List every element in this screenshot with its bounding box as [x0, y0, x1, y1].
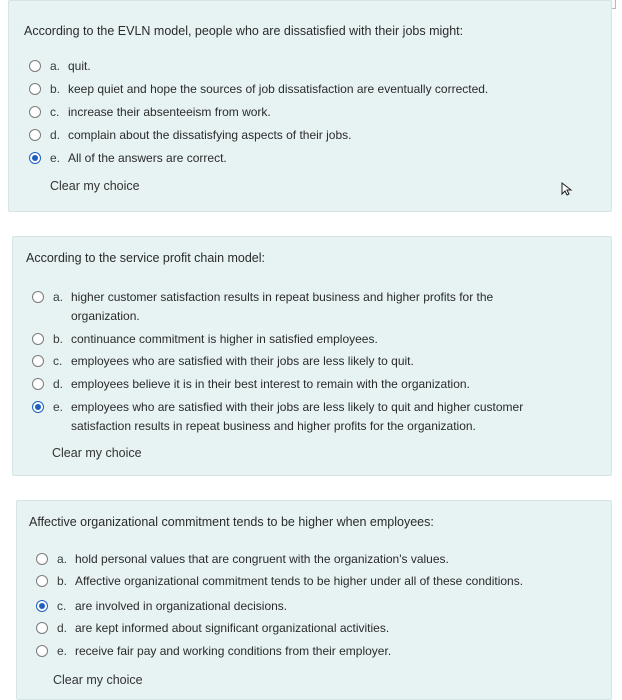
option-text: employees believe it is in their best interest to remain with the organization.: [71, 377, 470, 391]
option-text: are kept informed about significant organizational activities.: [75, 621, 390, 635]
option-text: higher customer satisfaction results in repeat business and higher profits for the organization.: [71, 290, 494, 323]
option-text: complain about the dissatisfying aspects of their jobs.: [68, 128, 352, 142]
option-text: Affective organizational commitment tends to be higher under all of these conditions.: [75, 574, 524, 588]
option-letter: d.: [57, 621, 68, 635]
radio-button[interactable]: [29, 129, 41, 141]
option-letter: b.: [57, 574, 68, 588]
option-letter: e.: [53, 400, 64, 414]
option-letter: c.: [50, 105, 60, 119]
q1-option-c[interactable]: [29, 103, 271, 122]
clear-my-choice-link[interactable]: Clear my choice: [53, 673, 143, 687]
q3-option-a[interactable]: [36, 550, 449, 569]
option-letter: d.: [53, 377, 64, 391]
q2-option-e[interactable]: [32, 398, 572, 436]
q1-option-d[interactable]: [29, 126, 352, 145]
option-letter: c.: [53, 354, 63, 368]
option-text: increase their absenteeism from work.: [68, 105, 271, 119]
option-text: quit.: [68, 59, 91, 73]
option-text: hold personal values that are congruent with the organization's values.: [75, 552, 449, 566]
option-letter: a.: [50, 59, 61, 73]
q1-option-e[interactable]: [29, 149, 227, 168]
option-letter: b.: [53, 332, 64, 346]
clear-my-choice-link[interactable]: Clear my choice: [50, 179, 140, 193]
option-text: All of the answers are correct.: [68, 151, 227, 165]
q3-option-e[interactable]: [36, 642, 391, 661]
question-2-panel: [12, 236, 612, 476]
option-text: are involved in organizational decisions.: [75, 599, 288, 613]
question-2-prompt: According to the service profit chain model:: [26, 251, 266, 265]
option-text: employees who are satisfied with their jobs are less likely to quit.: [71, 354, 414, 368]
radio-button[interactable]: [32, 378, 44, 390]
radio-button-selected[interactable]: [36, 600, 48, 612]
radio-button[interactable]: [32, 333, 44, 345]
q2-option-c[interactable]: [32, 352, 414, 371]
question-1-prompt: According to the EVLN model, people who are dissatisfied with their jobs might:: [24, 24, 464, 38]
option-letter: c.: [57, 599, 67, 613]
question-3-panel: [16, 500, 612, 700]
option-text: employees who are satisfied with their jobs are less likely to quit and higher customer satisfaction results in repeat business and higher profits for the organization.: [71, 400, 524, 433]
option-letter: e.: [57, 644, 68, 658]
option-text: keep quiet and hope the sources of job dissatisfaction are eventually corrected.: [68, 82, 489, 96]
radio-button[interactable]: [36, 553, 48, 565]
radio-button[interactable]: [29, 83, 41, 95]
option-letter: d.: [50, 128, 61, 142]
radio-button[interactable]: [29, 60, 41, 72]
q3-option-b[interactable]: [36, 572, 523, 591]
radio-button[interactable]: [32, 355, 44, 367]
q2-option-d[interactable]: [32, 375, 470, 394]
option-letter: a.: [57, 552, 68, 566]
option-letter: b.: [50, 82, 61, 96]
option-text: continuance commitment is higher in satisfied employees.: [71, 332, 378, 346]
radio-button[interactable]: [36, 645, 48, 657]
question-3-prompt: Affective organizational commitment tends to be higher when employees:: [29, 515, 434, 529]
radio-button[interactable]: [29, 106, 41, 118]
radio-button[interactable]: [36, 622, 48, 634]
option-letter: a.: [53, 290, 64, 304]
q1-option-b[interactable]: [29, 80, 488, 99]
q1-option-a[interactable]: [29, 57, 91, 76]
q2-option-b[interactable]: [32, 330, 378, 349]
radio-button-selected[interactable]: [29, 152, 41, 164]
q3-option-c[interactable]: [36, 597, 287, 616]
q3-option-d[interactable]: [36, 619, 389, 638]
radio-button-selected[interactable]: [32, 401, 44, 413]
radio-button[interactable]: [32, 291, 44, 303]
option-text: receive fair pay and working conditions from their employer.: [75, 644, 392, 658]
mouse-pointer-icon: [559, 181, 575, 197]
radio-button[interactable]: [36, 575, 48, 587]
question-1-panel: [8, 0, 612, 212]
q2-option-a[interactable]: [32, 288, 532, 326]
option-letter: e.: [50, 151, 61, 165]
clear-my-choice-link[interactable]: Clear my choice: [52, 446, 142, 460]
